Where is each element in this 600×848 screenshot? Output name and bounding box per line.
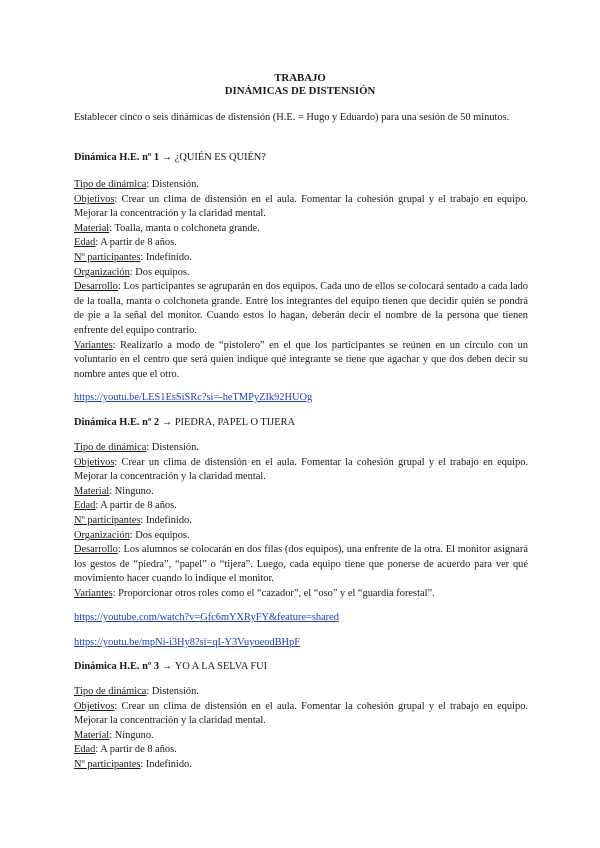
field-label: Organización (74, 529, 130, 541)
dynamic-2-links-extra (74, 636, 528, 651)
field-edad: Edad: A partir de 8 años. (74, 237, 177, 249)
field-organizacion: Organización: Dos equipos. (74, 266, 190, 278)
field-value: Distensión. (151, 442, 199, 453)
field-label: Nº participantes (74, 758, 141, 770)
field-value: Ninguno. (114, 485, 154, 497)
field-value: Distensión. (151, 686, 199, 697)
field-tipo: Tipo de dinámica: Distensión. (74, 686, 199, 697)
video-link[interactable]: https://youtu.be/mpNi-i3Hy8?si=qI-Y3VuyoeodBHpF (74, 637, 301, 648)
field-label: Organización (74, 266, 130, 278)
field-objetivos: Objetivos: Crear un clima de distensión en el aula. Fomentar la cohesión grupal y el trabajo en equipo. Mejorar la concentración y la claridad mental. (74, 193, 528, 220)
dynamic-1 (74, 151, 528, 166)
dynamic-heading (74, 151, 528, 166)
field-label: Tipo de dinámica (74, 442, 147, 453)
field-label: Desarrollo (74, 544, 118, 556)
dynamic-1-links (74, 391, 528, 406)
field-label: Edad (74, 237, 96, 249)
field-value: Dos equipos. (135, 529, 190, 541)
field-participantes: Nº participantes: Indefinido. (74, 514, 192, 526)
field-value: Proporcionar otros roles como el “cazador”, el “oso” y el “guardia forestal”. (118, 587, 435, 599)
field-variantes: Variantes: Proporcionar otros roles como el “cazador”, el “oso” y el “guardia forestal”. (74, 587, 435, 599)
field-value: Crear un clima de distensión en el aula. Fomentar la cohesión grupal y el trabajo en equipo. Mejorar la concentración y la claridad mental. (74, 700, 528, 727)
field-value: Indefinido. (145, 514, 192, 526)
field-value: Indefinido. (145, 251, 192, 263)
video-link[interactable]: https://youtube.com/watch?v=Gfc6mYXRyFY&feature=shared (74, 612, 339, 623)
field-desarrollo: Desarrollo: Los participantes se agruparán en dos equipos. Cada uno de ellos se colocará sentado a cada lado de la toalla, manta o colchoneta grande. Entre los integrantes del equipo tienen que decidir quién se pondrá de pie a la señal del monitor. Cuando estos lo hagan, deberán decir el nombre de la persona que tienen enfrente del equipo contrario. (74, 281, 528, 336)
field-tipo: Tipo de dinámica: Distensión. (74, 179, 199, 190)
field-desarrollo: Desarrollo: Los alumnos se colocarán en dos filas (dos equipos), una enfrente de la otra. El monitor asignará los gestos de “piedra”, “papel” o “tijera”. Luego, cada equipo tiene que ponerse de acuerdo para ver qué movimiento hacer cuando lo indique el monitor. (74, 544, 528, 585)
field-material: Material: Toalla, manta o colchoneta grande. (74, 222, 260, 234)
document-title: TRABAJO (274, 72, 326, 84)
video-link[interactable]: https://youtu.be/LES1EsSiSRc?si=-heTMPyZIk92HUOg (74, 392, 313, 403)
field-label: Nº participantes (74, 514, 141, 526)
field-label: Desarrollo (74, 281, 118, 293)
field-value: A partir de 8 años. (100, 500, 177, 512)
field-value: Los alumnos se colocarán en dos filas (dos equipos), una enfrente de la otra. El monitor asignará los gestos de “piedra”, “papel” o “tijera”. Luego, cada equipo tiene que ponerse de acuerdo para ver qué movimiento hacer cuando lo indique el monitor. (74, 544, 528, 585)
dynamic-heading (74, 416, 528, 431)
field-material: Material: Ninguno. (74, 485, 154, 497)
field-label: Material (74, 485, 110, 497)
arrow-icon: → (161, 417, 173, 428)
field-label: Material (74, 729, 110, 741)
dynamic-number: Dinámica H.E. nº 2 (74, 417, 160, 428)
dynamic-2 (74, 416, 528, 431)
dynamic-name: PIEDRA, PAPEL O TIJERA (174, 417, 296, 428)
field-material: Material: Ninguno. (74, 729, 154, 741)
field-value: Indefinido. (145, 758, 192, 770)
arrow-icon: → (161, 661, 173, 672)
field-value: Ninguno. (114, 729, 154, 741)
dynamic-3-details (74, 685, 528, 773)
field-objetivos: Objetivos: Crear un clima de distensión en el aula. Fomentar la cohesión grupal y el trabajo en equipo. Mejorar la concentración y la claridad mental. (74, 700, 528, 727)
field-tipo: Tipo de dinámica: Distensión. (74, 442, 199, 453)
field-label: Nº participantes (74, 251, 141, 263)
dynamic-2-details (74, 441, 528, 602)
field-value: Toalla, manta o colchoneta grande. (114, 222, 260, 234)
field-value: A partir de 8 años. (100, 744, 177, 756)
dynamic-name: ¿QUIÉN ES QUIÉN? (174, 152, 266, 163)
dynamic-number: Dinámica H.E. nº 1 (74, 152, 160, 163)
dynamic-3 (74, 660, 528, 675)
field-value: Dos equipos. (135, 266, 190, 278)
dynamic-number: Dinámica H.E. nº 3 (74, 661, 160, 672)
field-value: Crear un clima de distensión en el aula. Fomentar la cohesión grupal y el trabajo en equipo. Mejorar la concentración y la claridad mental. (74, 456, 528, 483)
field-label: Objetivos (74, 456, 115, 468)
dynamic-heading (74, 660, 528, 675)
field-label: Edad (74, 744, 96, 756)
field-edad: Edad: A partir de 8 años. (74, 500, 177, 512)
field-label: Objetivos (74, 700, 115, 712)
field-value: Los participantes se agruparán en dos equipos. Cada uno de ellos se colocará sentado a cada lado de la toalla, manta o colchoneta grande. Entre los integrantes del equipo tienen que decidir quién se pondrá de pie a la señal del monitor. Cuando estos lo hagan, deberán decir el nombre de la persona que tienen enfrente del equipo contrario. (74, 281, 528, 336)
field-edad: Edad: A partir de 8 años. (74, 744, 177, 756)
dynamic-name: YO A LA SELVA FUI (174, 661, 268, 672)
field-participantes: Nº participantes: Indefinido. (74, 758, 192, 770)
field-label: Objetivos (74, 193, 115, 205)
field-value: Distensión. (151, 179, 199, 190)
field-label: Edad (74, 500, 96, 512)
field-value: Crear un clima de distensión en el aula. Fomentar la cohesión grupal y el trabajo en equipo. Mejorar la concentración y la claridad mental. (74, 193, 528, 220)
field-label: Variantes (74, 587, 113, 599)
field-label: Tipo de dinámica (74, 686, 147, 697)
field-value: Realizarlo a modo de “pistolero” en el que los participantes se reúnen en un círculo con un voluntario en el centro que será quien indique qué integrante se tiene que agachar y que dos deben decir su nombre antes que el otro. (74, 339, 528, 380)
field-label: Variantes (74, 339, 113, 351)
field-participantes: Nº participantes: Indefinido. (74, 251, 192, 263)
arrow-icon: → (161, 152, 173, 163)
field-variantes: Variantes: Realizarlo a modo de “pistolero” en el que los participantes se reúnen en un círculo con un voluntario en el centro que será quien indique qué integrante se tiene que agachar y que dos deben decir su nombre antes que el otro. (74, 339, 528, 380)
field-value: A partir de 8 años. (100, 237, 177, 249)
field-label: Tipo de dinámica (74, 179, 147, 190)
field-organizacion: Organización: Dos equipos. (74, 529, 190, 541)
document-subtitle: DINÁMICAS DE DISTENSIÓN (224, 85, 376, 97)
field-label: Material (74, 222, 110, 234)
field-objetivos: Objetivos: Crear un clima de distensión en el aula. Fomentar la cohesión grupal y el trabajo en equipo. Mejorar la concentración y la claridad mental. (74, 456, 528, 483)
intro-paragraph: Establecer cinco o seis dinámicas de distensión (H.E. = Hugo y Eduardo) para una sesión de 50 minutos. (74, 112, 510, 123)
dynamic-1-details (74, 178, 528, 382)
dynamic-2-links (74, 611, 528, 626)
